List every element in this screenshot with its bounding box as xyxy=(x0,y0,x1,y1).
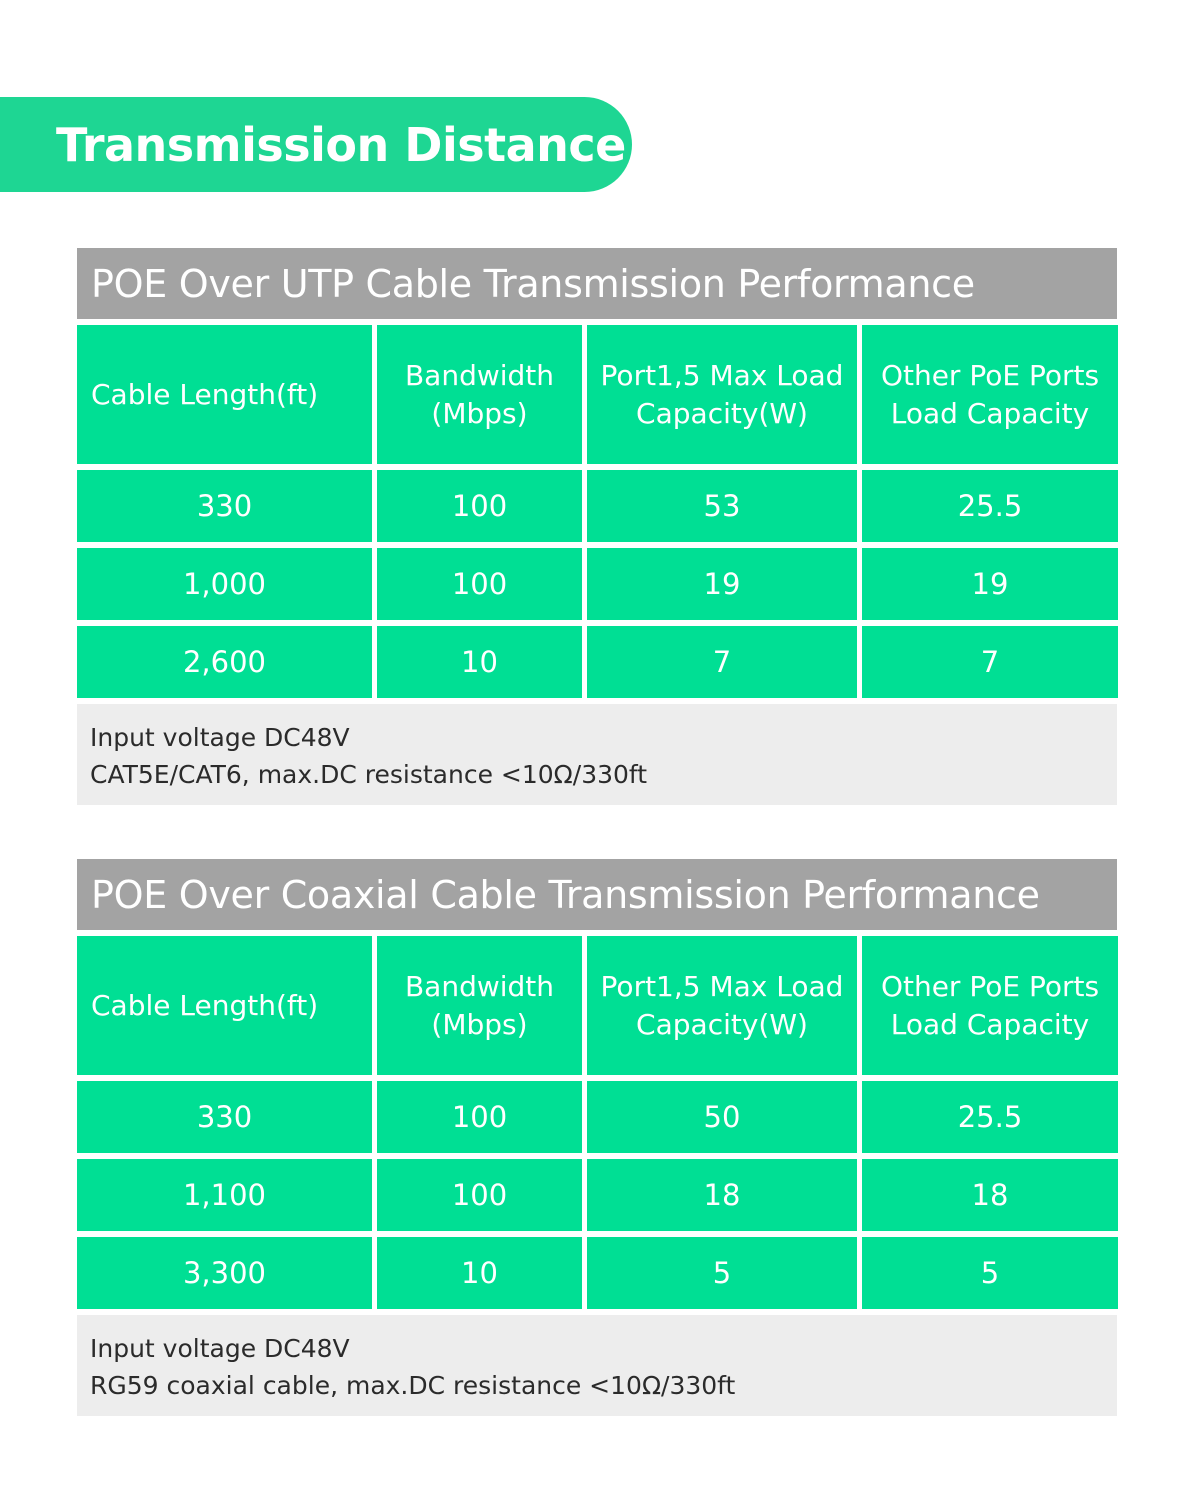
table-cell: 5 xyxy=(587,1237,857,1309)
page-title: Transmission Distance xyxy=(56,117,626,172)
table-cell: 7 xyxy=(587,626,857,698)
performance-table xyxy=(77,936,1117,1309)
table-cell: 5 xyxy=(862,1237,1118,1309)
table-cell: 10 xyxy=(377,626,582,698)
table-cell: 100 xyxy=(377,470,582,542)
utp-section xyxy=(77,248,1117,805)
section-notes xyxy=(77,1315,1117,1416)
table-cell: 1,100 xyxy=(77,1159,372,1231)
table-cell: 1,000 xyxy=(77,548,372,620)
table-cell: 19 xyxy=(587,548,857,620)
table-cell: 330 xyxy=(77,1081,372,1153)
table-cell: 100 xyxy=(377,548,582,620)
table-cell: 53 xyxy=(587,470,857,542)
table-cell: 7 xyxy=(862,626,1118,698)
column-header-port15-load: Port1,5 Max Load Capacity(W) xyxy=(587,936,857,1075)
note-line: CAT5E/CAT6, max.DC resistance <10Ω/330ft xyxy=(90,760,648,789)
section-title: POE Over Coaxial Cable Transmission Performance xyxy=(91,872,1040,917)
table-cell: 50 xyxy=(587,1081,857,1153)
table-cell: 25.5 xyxy=(862,1081,1118,1153)
table-cell: 10 xyxy=(377,1237,582,1309)
column-header-port15-load: Port1,5 Max Load Capacity(W) xyxy=(587,325,857,464)
table-cell: 19 xyxy=(862,548,1118,620)
table-cell: 330 xyxy=(77,470,372,542)
column-header-other-ports-load: Other PoE Ports Load Capacity xyxy=(862,325,1118,464)
column-header-bandwidth: Bandwidth (Mbps) xyxy=(377,936,582,1075)
section-title: POE Over UTP Cable Transmission Performance xyxy=(91,261,975,306)
table-cell: 100 xyxy=(377,1081,582,1153)
note-line: Input voltage DC48V xyxy=(90,1334,350,1363)
coaxial-section xyxy=(77,859,1117,1416)
section-notes xyxy=(77,704,1117,805)
section-header xyxy=(77,859,1117,930)
note-line: RG59 coaxial cable, max.DC resistance <10Ω/330ft xyxy=(90,1371,736,1400)
table-cell: 18 xyxy=(862,1159,1118,1231)
table-cell: 18 xyxy=(587,1159,857,1231)
column-header-cable-length: Cable Length(ft) xyxy=(77,936,372,1075)
title-banner xyxy=(0,97,632,192)
performance-table xyxy=(77,325,1117,698)
column-header-cable-length: Cable Length(ft) xyxy=(77,325,372,464)
table-cell: 3,300 xyxy=(77,1237,372,1309)
table-cell: 25.5 xyxy=(862,470,1118,542)
column-header-bandwidth: Bandwidth (Mbps) xyxy=(377,325,582,464)
note-line: Input voltage DC48V xyxy=(90,723,350,752)
table-cell: 2,600 xyxy=(77,626,372,698)
section-header xyxy=(77,248,1117,319)
column-header-other-ports-load: Other PoE Ports Load Capacity xyxy=(862,936,1118,1075)
table-cell: 100 xyxy=(377,1159,582,1231)
